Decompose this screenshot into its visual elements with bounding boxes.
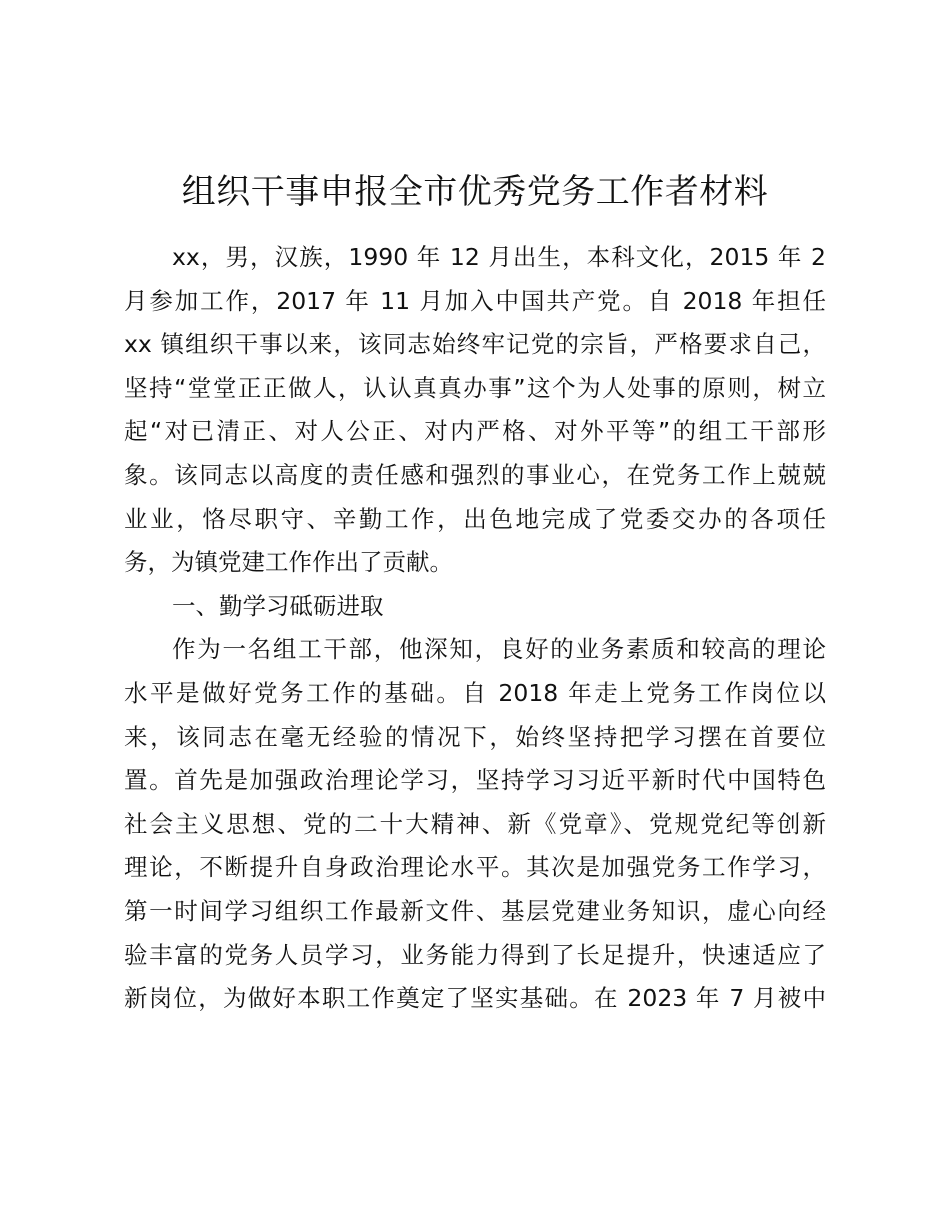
section-heading: 一、勤学习砥砺进取 [172,591,384,620]
body-line: 水平是做好党务工作的基础。自 2018 年走上党务工作岗位以 [124,678,826,707]
body-line: 象。该同志以高度的责任感和强烈的事业心，在党务工作上兢兢 [124,460,826,489]
body-line: 月参加工作，2017 年 11 月加入中国共产党。自 2018 年担任 [124,286,826,315]
body-line: 来，该同志在毫无经验的情况下，始终坚持把学习摆在首要位 [124,722,826,751]
body-line: 业业，恪尽职守、辛勤工作，出色地完成了党委交办的各项任 [124,504,826,533]
document-title: 组织干事申报全市优秀党务工作者材料 [181,172,769,212]
body-line: 坚持“堂堂正正做人，认认真真办事”这个为人处事的原则，树立 [124,373,826,402]
body-line: 社会主义思想、党的二十大精神、新《党章》、党规党纪等创新 [124,809,826,838]
document-body [124,236,826,1021]
body-line: 验丰富的党务人员学习，业务能力得到了长足提升，快速适应了 [124,940,826,969]
body-line: 务，为镇党建工作作出了贡献。 [124,548,453,577]
body-line: 起“对已清正、对人公正、对内严格、对外平等”的组工干部形 [124,417,826,446]
body-line: 置。首先是加强政治理论学习，坚持学习习近平新时代中国特色 [124,766,826,795]
body-line: 作为一名组工干部，他深知，良好的业务素质和较高的理论 [172,635,826,664]
body-line: xx 镇组织干事以来，该同志始终牢记党的宗旨，严格要求自己， [124,330,826,359]
body-line: 理论，不断提升自身政治理论水平。其次是加强党务工作学习， [124,853,826,882]
body-line: 新岗位，为做好本职工作奠定了坚实基础。在 2023 年 7 月被中 [124,984,826,1013]
body-line: xx，男，汉族，1990 年 12 月出生，本科文化，2015 年 2 [172,243,826,271]
body-line: 第一时间学习组织工作最新文件、基层党建业务知识，虚心向经 [124,896,826,925]
